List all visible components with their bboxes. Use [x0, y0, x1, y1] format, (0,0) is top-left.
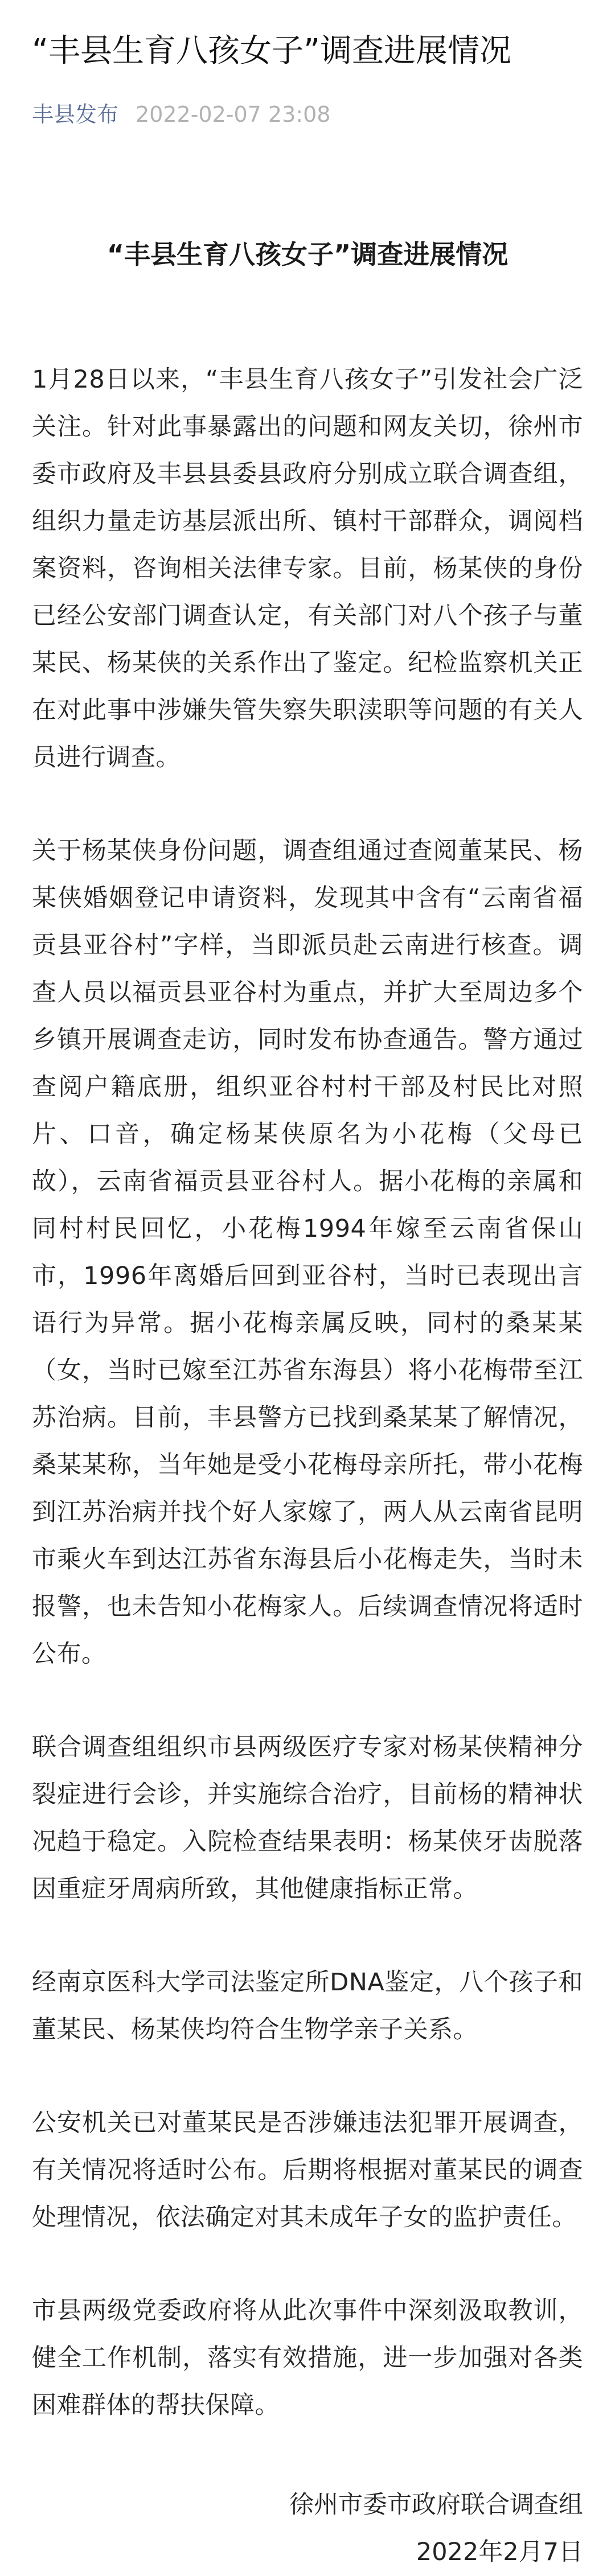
paragraph-4: 经南京医科大学司法鉴定所DNA鉴定，八个孩子和董某民、杨某侠均符合生物学亲子关系。: [32, 1968, 583, 2044]
paragraph-6: 市县两级党委政府将从此次事件中深刻汲取教训，健全工作机制，落实有效措施，进一步加强对各类困难群体的帮扶保障。: [32, 2297, 583, 2419]
signature-date: 2022年2月7日: [416, 2538, 583, 2566]
publish-time: 2022-02-07 23:08: [136, 102, 331, 127]
paragraph-1: 1月28日以来，“丰县生育八孩女子”引发社会广泛关注。针对此事暴露出的问题和网友关切，徐州市委市政府及丰县县委县政府分别成立联合调查组，组织力量走访基层派出所、镇村干部群众，调阅档案资料，咨询相关法律专家。目前，杨某侠的身份已经公安部门调查认定，有关部门对八个孩子与董某民、杨某侠的关系作出了鉴定。纪检监察机关正在对此事中涉嫌失管失察失职渎职等问题的有关人员进行调查。: [32, 365, 583, 772]
signature-organization: 徐州市委市政府联合调查组: [289, 2491, 583, 2519]
article-title: “丰县生育八孩女子”调查进展情况: [32, 32, 512, 69]
paragraph-2: 关于杨某侠身份问题，调查组通过查阅董某民、杨某侠婚姻登记申请资料，发现其中含有“云南省福贡县亚谷村”字样，当即派员赴云南进行核查。调查人员以福贡县亚谷村为重点，并扩大至周边多个乡镇开展调查走访，同时发布协查通告。警方通过查阅户籍底册，组织亚谷村村干部及村民比对照片、口音，确定杨某侠原名为小花梅（父母已故），云南省福贡县亚谷村人。据小花梅的亲属和同村村民回忆，小花梅1994年嫁至云南省保山市，1996年离婚后回到亚谷村，当时已表现出言语行为异常。据小花梅亲属反映，同村的桑某某（女，当时已嫁至江苏省东海县）将小花梅带至江苏治病。目前，丰县警方已找到桑某某了解情况，桑某某称，当年她是受小花梅母亲所托，带小花梅到江苏治病并找个好人家嫁了，两人从云南省昆明市乘火车到达江苏省东海县后小花梅走失，当时未报警，也未告知小花梅家人。后续调查情况将适时公布。: [32, 837, 583, 1668]
account-name-link[interactable]: 丰县发布: [32, 102, 119, 127]
paragraph-5: 公安机关已对董某民是否涉嫌违法犯罪开展调查，有关情况将适时公布。后期将根据对董某民的调查处理情况，依法确定对其未成年子女的监护责任。: [32, 2109, 583, 2232]
notice-title: “丰县生育八孩女子”调查进展情况: [106, 239, 509, 270]
signature-block: [32, 2482, 583, 2576]
article-body: [32, 356, 583, 2429]
paragraph-3: 联合调查组组织市县两级医疗专家对杨某侠精神分裂症进行会诊，并实施综合治疗，目前杨的精神状况趋于稳定。入院检查结果表明：杨某侠牙齿脱落因重症牙周病所致，其他健康指标正常。: [32, 1733, 583, 1903]
article-meta: [32, 100, 583, 129]
